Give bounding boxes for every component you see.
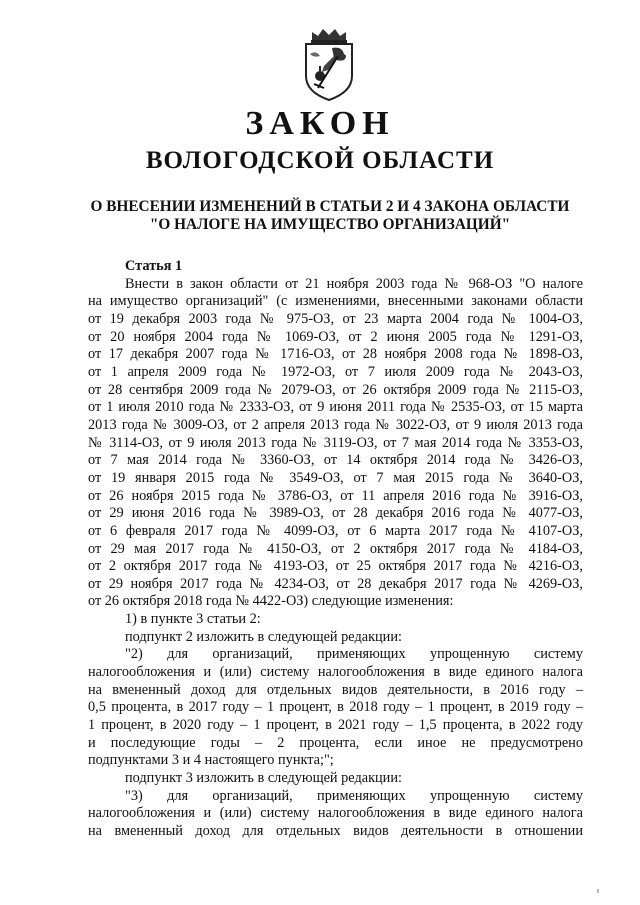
document-title: ЗАКОН [245,105,395,142]
body-line: налогообложения и (или) систему налогообложения в виде единого налога [88,664,583,681]
body-line: на имущество организаций" (с изменениями, внесенными законами области [88,293,583,310]
coat-of-arms-icon [298,26,360,104]
body-line: 2013 года № 3009-ОЗ, от 2 апреля 2013 года № 3022-ОЗ, от 9 июля 2013 года [88,416,583,433]
body-line: налогообложения и (или) систему налогообложения в виде единого налога [88,805,583,822]
body-line: № 3114-ОЗ, от 9 июля 2013 года № 3119-ОЗ, от 7 мая 2014 года № 3353-ОЗ, [88,434,583,451]
article-paragraph [88,276,583,611]
body-line: "2) для организаций, применяющих упрощенную систему [125,646,583,663]
body-line: от 26 ноября 2015 года № 3786-ОЗ, от 11 апреля 2016 года № 3916-ОЗ, [88,487,583,504]
body-line: подпунктами 3 и 4 настоящего пункта;"; [88,752,334,769]
body-line: подпункт 3 изложить в следующей редакции: [125,770,402,787]
body-line: от 29 мая 2017 года № 4150-ОЗ, от 2 октября 2017 года № 4184-ОЗ, [88,540,583,557]
body-line: от 29 ноября 2017 года № 4234-ОЗ, от 28 декабря 2017 года № 4269-ОЗ, [88,575,583,592]
body-line: 1 процент, в 2020 году – 1 процент, в 2021 году – 1,5 процента, в 2022 году [88,717,583,734]
body-line: от 28 сентября 2009 года № 2079-ОЗ, от 26 октября 2009 года № 2115-ОЗ, [88,381,583,398]
body-line: от 19 декабря 2003 года № 975-ОЗ, от 23 марта 2004 года № 1004-ОЗ, [88,310,583,327]
body-line: и последующие годы – 2 процента, если иное не предусмотрено [88,734,583,751]
body-line: подпункт 2 изложить в следующей редакции: [125,628,402,645]
body-line: "3) для организаций, применяющих упрощенную систему [125,787,583,804]
body-line: от 19 января 2015 года № 3549-ОЗ, от 7 мая 2015 года № 3640-ОЗ, [88,469,583,486]
body-line: от 6 февраля 2017 года № 4099-ОЗ, от 6 марта 2017 года № 4107-ОЗ, [88,522,583,539]
article-heading: Статья 1 [125,258,183,274]
body-line: на вмененный доход для отдельных видов деятельности в отношении [88,823,583,839]
body-line: 1) в пункте 3 статьи 2: [125,611,261,628]
document-body [88,258,583,841]
body-line: от 1 апреля 2009 года № 1972-ОЗ, от 7 июля 2009 года № 2043-ОЗ, [88,363,583,380]
law-heading [60,198,600,234]
amendment-list [88,611,583,841]
law-heading-line-1: О ВНЕСЕНИИ ИЗМЕНЕНИЙ В СТАТЬИ 2 И 4 ЗАКОНА ОБЛАСТИ [90,198,570,215]
body-line: от 7 мая 2014 года № 3360-ОЗ, от 14 октября 2014 года № 3426-ОЗ, [88,452,583,469]
body-line: 0,5 процента, в 2017 году – 1 процент, в 2018 году – 1 процент, в 2019 году – [88,699,583,716]
body-line: от 29 июня 2016 года № 3989-ОЗ, от 28 декабря 2016 года № 4077-ОЗ, [88,505,583,522]
body-line: Внести в закон области от 21 ноября 2003 года № 968-ОЗ "О налоге [125,275,583,292]
law-heading-line-2: "О НАЛОГЕ НА ИМУЩЕСТВО ОРГАНИЗАЦИЙ" [149,216,511,233]
body-line: от 1 июля 2010 года № 2333-ОЗ, от 9 июня 2011 года № 2535-ОЗ, от 15 марта [88,399,583,416]
body-line: на вмененный доход для отдельных видов деятельности, в 2016 году – [88,681,583,698]
body-line: от 20 ноября 2004 года № 1069-ОЗ, от 2 июня 2005 года № 1291-ОЗ, [88,328,583,345]
body-line: от 17 декабря 2007 года № 1716-ОЗ, от 28 ноября 2008 года № 1898-ОЗ, [88,346,583,363]
body-line: от 26 октября 2018 года № 4422-ОЗ) следующие изменения: [88,593,454,610]
document-subtitle: ВОЛОГОДСКОЙ ОБЛАСТИ [145,147,495,174]
body-line: от 2 октября 2017 года № 4193-ОЗ, от 25 октября 2017 года № 4216-ОЗ, [88,558,583,575]
scan-mark [597,889,599,893]
